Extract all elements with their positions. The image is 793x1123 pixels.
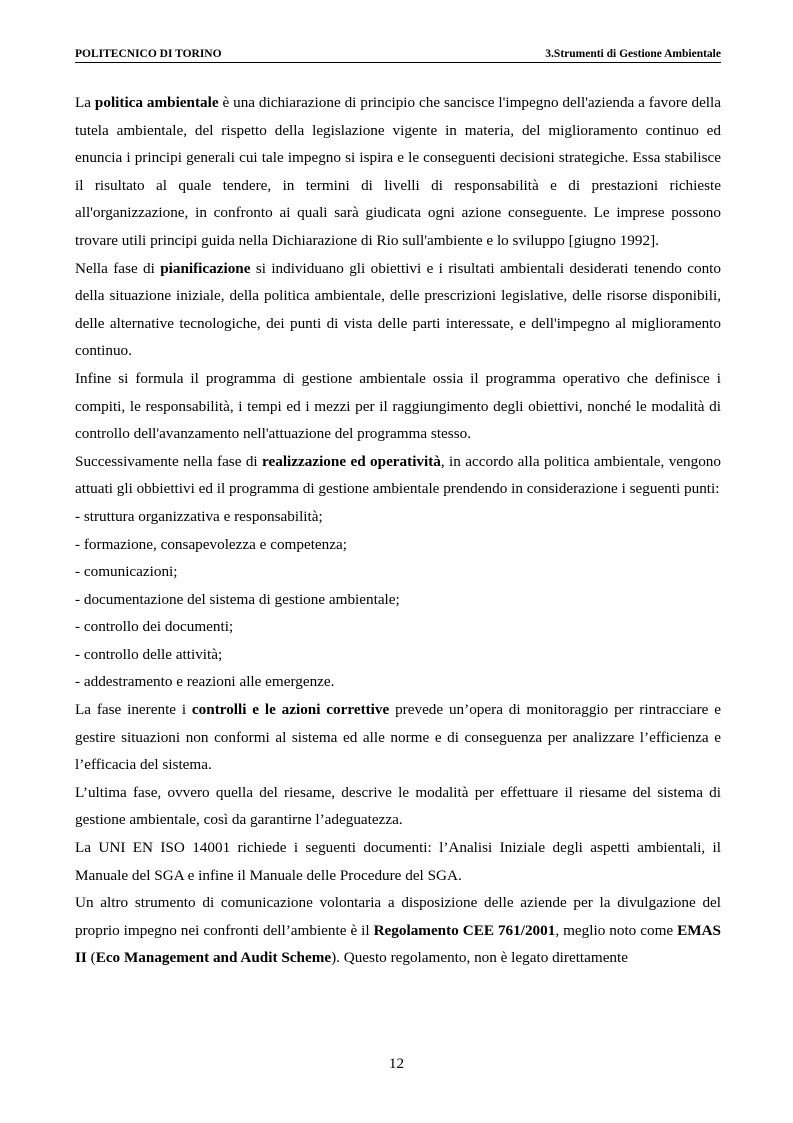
paragraph-pianificazione: Nella fase di pianificazione si individuano gli obiettivi e i risultati ambientali desiderati tenendo conto della situazione iniziale, della politica ambientale, delle prescrizioni legislative, delle risorse disponibili, delle alternative tecnologiche, dei punti di vista delle parti interessate, e dell'impegno al miglioramento continuo. [75,259,721,360]
header-chapter: 3.Strumenti di Gestione Ambientale [545,48,721,60]
term-eco-management: Eco Management and Audit Scheme [95,949,332,967]
list-item: - controllo dei documenti; [75,618,234,636]
paragraph-riesame: L’ultima fase, ovvero quella del riesame, descrive le modalità per effettuare il riesame del sistema di gestione ambientale, così da garantirne l’adeguatezza. [75,783,721,829]
term-regolamento: Regolamento CEE 761/2001 [373,921,556,939]
body-text [75,89,721,972]
list-item: - controllo delle attività; [75,645,223,663]
page-header [75,46,721,63]
paragraph-controlli: La fase inerente i controlli e le azioni correttive prevede un’opera di monitoraggio per rintracciare e gestire situazioni non conformi al sistema ed alle norme e di conseguenza per analizzare l’efficienza e l’efficacia del sistema. [75,701,721,774]
list-item: - struttura organizzativa e responsabilità; [75,507,323,525]
list-item: - formazione, consapevolezza e competenza; [75,535,347,553]
paragraph-programma: Infine si formula il programma di gestione ambientale ossia il programma operativo che definisce i compiti, le responsabilità, i tempi ed i mezzi per il raggiungimento degli obiettivi, nonché le modalità di controllo dell'avanzamento nell'attuazione del programma stesso. [75,369,721,443]
term-realizzazione: realizzazione ed operatività [262,452,441,470]
term-politica-ambientale: politica ambientale [94,94,219,111]
paragraph-realizzazione: Successivamente nella fase di realizzazione ed operatività, in accordo alla politica ambientale, vengono attuati gli obbiettivi ed il programma di gestione ambientale prendendo in considerazione i seguenti punti: [75,452,721,498]
paragraph-emas: Un altro strumento di comunicazione volontaria a disposizione delle aziende per la divulgazione del proprio impegno nei confronti dell’ambiente è il Regolamento CEE 761/2001, meglio noto come EMAS II (Eco Management and Audit Scheme). Questo regolamento, non è legato direttamente [75,894,721,967]
list-item: - addestramento e reazioni alle emergenze. [75,673,335,691]
list-item: - comunicazioni; [75,563,178,581]
page-number: 12 [388,1055,405,1072]
paragraph-iso: La UNI EN ISO 14001 richiede i seguenti documenti: l’Analisi Iniziale degli aspetti ambientali, il Manuale del SGA e infine il Manuale delle Procedure del SGA. [75,839,721,884]
term-pianificazione: pianificazione [160,259,251,277]
list-item: - documentazione del sistema di gestione ambientale; [75,590,400,608]
paragraph-politica: La politica ambientale è una dichiarazione di principio che sancisce l'impegno dell'azienda a favore della tutela ambientale, del rispetto della legislazione vigente in materia, del miglioramento continuo ed enuncia i principi generali cui tale impegno si ispira e le conseguenti decisioni strategiche. Essa stabilisce il risultato al quale tendere, in termini di livelli di responsabilità e di prestazioni richieste all'organizzazione, in confronto ai quali sarà giudicata ogni azione conseguente. Le imprese possono trovare utili principi guida nella Dichiarazione di Rio sull'ambiente e lo sviluppo [giugno 1992]. [75,94,721,249]
header-institution: POLITECNICO DI TORINO [75,48,222,60]
term-controlli: controlli e le azioni correttive [191,701,390,719]
term-emas: EMAS II [75,921,721,967]
